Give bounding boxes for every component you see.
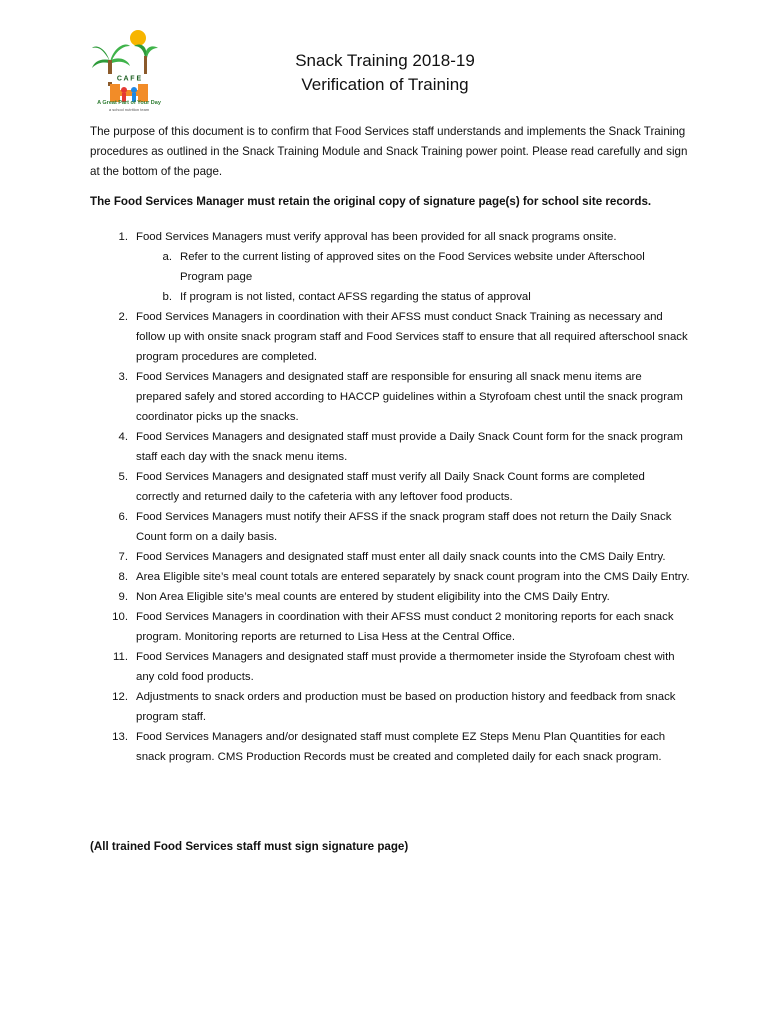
list-item [90, 647, 690, 687]
list-item-number: 5. [118, 471, 128, 483]
list-item-number: 11. [113, 651, 128, 663]
list-item-text: Adjustments to snack orders and production must be based on production history and feedback from snack program staff. [136, 691, 676, 723]
list-item-text: Food Services Managers in coordination with their AFSS must conduct Snack Training as necessary and follow up with onsite snack program staff and Food Services staff to ensure that all required afterschool snack program procedures are completed. [136, 311, 688, 363]
list-subitem-text: Refer to the current listing of approved sites on the Food Services website under Afterschool Program page [180, 251, 645, 283]
list-item-number: 12. [112, 691, 128, 703]
list-subitem [90, 247, 690, 287]
manager-note: The Food Services Manager must retain the original copy of signature page(s) for school site records. [90, 195, 652, 208]
list-item-text: Food Services Managers in coordination with their AFSS must conduct 2 monitoring reports for each snack program. Monitoring reports are returned to Lisa Hess at the Central Office. [136, 611, 674, 643]
list-subitem-letter: a. [162, 251, 172, 263]
page-subtitle: Verification of Training [301, 75, 469, 94]
list-item [90, 587, 690, 607]
list-item-number: 3. [118, 371, 128, 383]
list-item-number: 9. [118, 591, 128, 603]
list-item-number: 2. [118, 311, 128, 323]
list-item-text: Food Services Managers and designated staff must verify all Daily Snack Count forms are completed correctly and returned daily to the cafeteria with any leftover food products. [136, 471, 645, 503]
list-item [90, 467, 690, 507]
page-title: Snack Training 2018-19 [295, 51, 475, 70]
logo-letters: C A F E [116, 75, 142, 83]
list-item-number: 7. [118, 551, 128, 563]
list-item [90, 507, 690, 547]
list-subitem-letter: b. [162, 291, 172, 303]
procedure-list [90, 227, 690, 767]
list-item-text: Food Services Managers and designated staff must provide a Daily Snack Count form for the snack program staff each day with the snack menu items. [136, 431, 683, 463]
list-item [90, 427, 690, 467]
list-item [90, 607, 690, 647]
list-item [90, 687, 690, 727]
list-item [90, 307, 690, 367]
list-subitem-text: If program is not listed, contact AFSS regarding the status of approval [180, 291, 531, 303]
list-item-number: 8. [118, 571, 128, 583]
list-item-number: 1. [118, 231, 128, 243]
logo-tagline: A Great Part of Your Day [97, 100, 161, 106]
list-item [90, 227, 690, 247]
list-item-text: Food Services Managers must notify their AFSS if the snack program staff does not return the Daily Snack Count form on a daily basis. [136, 511, 672, 543]
list-item-number: 13. [112, 731, 128, 743]
list-item-text: Area Eligible site’s meal count totals are entered separately by snack count program into the CMS Daily Entry. [136, 571, 690, 583]
intro-paragraph: The purpose of this document is to confirm that Food Services staff understands and implements the Snack Training procedures as outlined in the Snack Training Module and Snack Training power point. Please read carefully and sign at the bottom of the page. [90, 125, 688, 178]
list-item-number: 4. [118, 431, 128, 443]
list-item-text: Non Area Eligible site’s meal counts are entered by student eligibility into the CMS Daily Entry. [136, 591, 610, 603]
list-item-text: Food Services Managers and/or designated staff must complete EZ Steps Menu Plan Quantities for each snack program. CMS Production Records must be created and completed daily for each snack program. [136, 731, 666, 763]
list-item-text: Food Services Managers and designated staff must enter all daily snack counts into the CMS Daily Entry. [136, 551, 666, 563]
list-item [90, 547, 690, 567]
list-subitem [90, 287, 690, 307]
signature-note: (All trained Food Services staff must sign signature page) [90, 840, 409, 853]
palm-tree-logo-icon [88, 28, 170, 110]
list-item-number: 6. [118, 511, 128, 523]
logo-subtagline: a school nutrition team [108, 107, 150, 112]
list-item [90, 367, 690, 427]
list-item [90, 567, 690, 587]
list-item-number: 10. [112, 611, 128, 623]
list-item-text: Food Services Managers and designated staff must provide a thermometer inside the Styrofoam chest with any cold food products. [136, 651, 675, 683]
list-item-text: Food Services Managers must verify approval has been provided for all snack programs onsite. [136, 231, 617, 243]
list-item [90, 727, 690, 767]
list-item-text: Food Services Managers and designated staff are responsible for ensuring all snack menu items are prepared safely and stored according to HACCP guidelines within a Styrofoam chest until the snack program coordinator picks up the snacks. [136, 371, 683, 423]
